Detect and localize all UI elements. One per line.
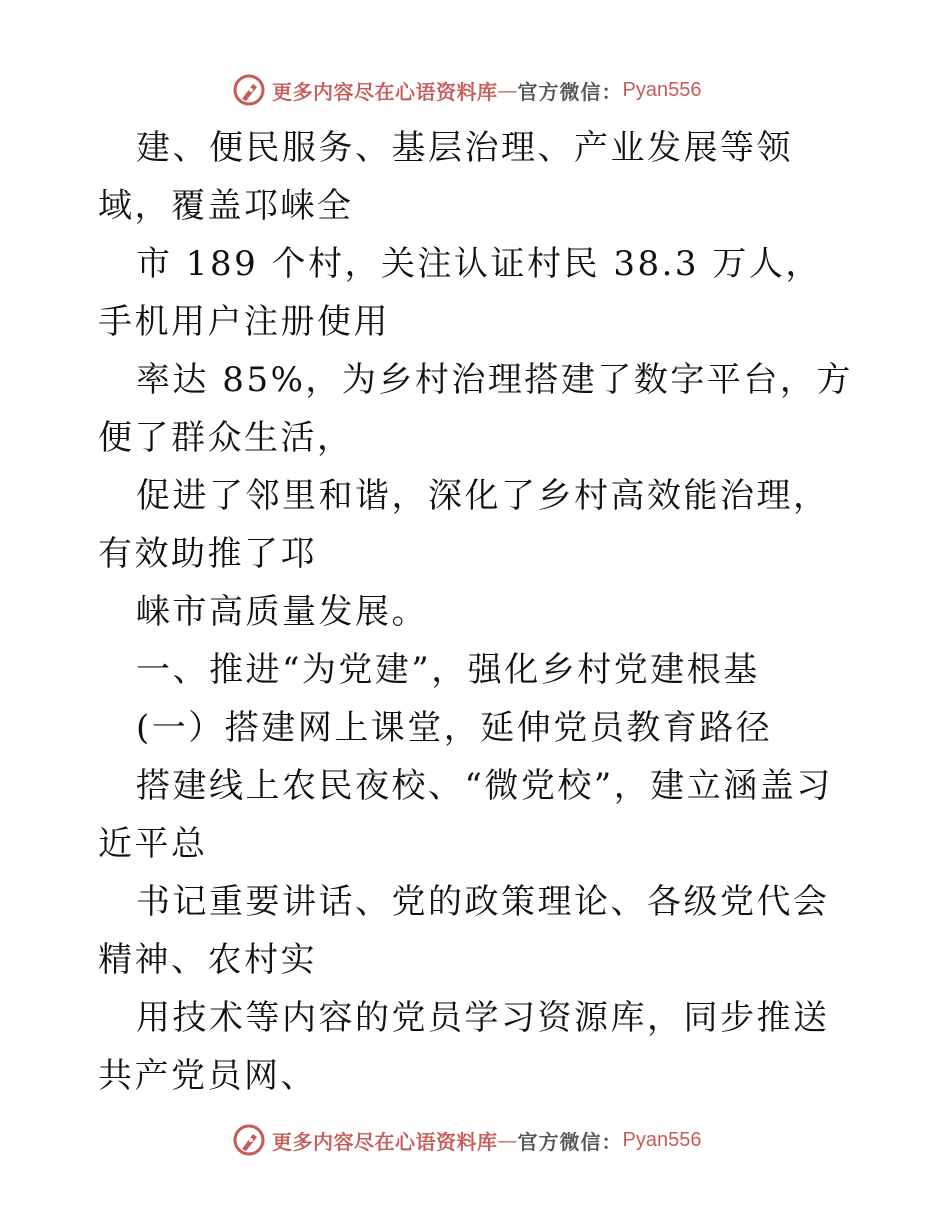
banner-site-text: 更多内容尽在心语资料库: [272, 79, 498, 104]
body-paragraph: 崃市高质量发展。: [136, 592, 428, 632]
pen-nib-circle-icon: [232, 73, 266, 107]
banner-site-text: 更多内容尽在心语资料库: [272, 1129, 498, 1154]
banner-official-label: 官方微信：: [517, 1129, 623, 1154]
footer-banner: [232, 1120, 701, 1160]
document-body: [98, 119, 858, 1105]
body-paragraph: 搭建线上农民夜校、“微党校”，建立涵盖习近平总: [98, 766, 833, 864]
banner-dash: —: [497, 78, 518, 102]
banner-dash: —: [497, 1128, 518, 1152]
pen-nib-circle-icon: [232, 1123, 266, 1157]
body-paragraph: 书记重要讲话、党的政策理论、各级党代会精神、农村实: [98, 882, 830, 980]
section-heading: 一、推进“为党建”，强化乡村党建根基: [136, 650, 760, 690]
body-paragraph: 市 189 个村，关注认证村民 38.3 万人，手机用户注册使用: [98, 244, 822, 342]
body-paragraph: 率达 85%，为乡村治理搭建了数字平台，方便了群众生活，: [98, 360, 853, 458]
banner-wechat-id: Pyan556: [622, 78, 702, 101]
banner-official-label: 官方微信：: [517, 79, 623, 104]
body-paragraph: 用技术等内容的党员学习资源库，同步推送共产党员网、: [98, 998, 830, 1096]
body-paragraph: 建、便民服务、基层治理、产业发展等领域，覆盖邛崃全: [98, 128, 793, 226]
body-paragraph: 促进了邻里和谐，深化了乡村高效能治理，有效助推了邛: [98, 476, 830, 574]
subsection-heading: (一）搭建网上课堂，延伸党员教育路径: [136, 708, 773, 748]
header-banner: [232, 70, 701, 110]
banner-wechat-id: Pyan556: [622, 1128, 702, 1151]
